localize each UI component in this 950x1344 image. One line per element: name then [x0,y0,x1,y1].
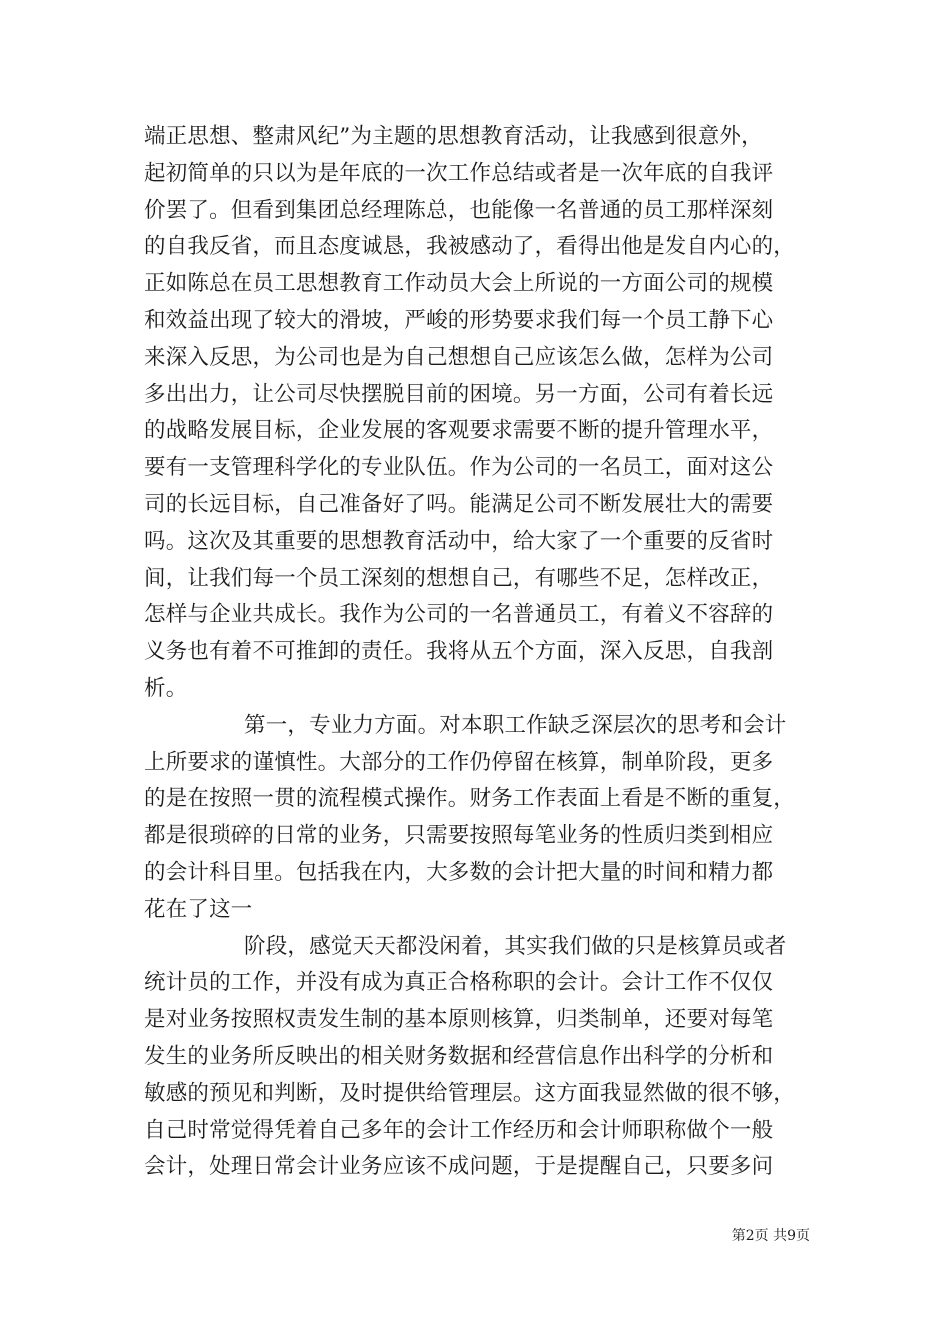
paragraph-start-line: 阶段，感觉天天都没闲着，其实我们做的只是核算员或者 [244,933,787,959]
text-line: 的战略发展目标，企业发展的客观要求需要不断的提升管理水平， [144,418,774,444]
text-line: 会计，处理日常会计业务应该不成问题，于是提醒自己，只要多问 [144,1154,774,1180]
footer-suffix: 页 [796,1228,810,1244]
text-line: 端正思想、整肃风纪”为主题的思想教育活动，让我感到很意外， [144,124,763,149]
text-line: 是对业务按照权责发生制的基本原则核算，归类制单，还要对每笔 [144,1007,774,1033]
text-line: 义务也有着不可推卸的责任。我将从五个方面，深入反思，自我剖 [144,639,774,665]
paragraph-start-line: 第一，专业力方面。对本职工作缺乏深层次的思考和会计 [244,712,787,738]
footer-prefix: 第 [731,1228,746,1244]
text-line: 要有一支管理科学化的专业队伍。作为公司的一名员工，面对这公 [144,455,774,481]
text-line: 吗。这次及其重要的思想教育活动中，给大家了一个重要的反省时 [144,528,774,554]
text-line: 析。 [144,675,188,701]
text-line: 多出出力，让公司尽快摆脱目前的困境。另一方面，公司有着长远 [144,381,774,407]
text-line: 花在了这一 [144,896,253,922]
text-line: 发生的业务所反映出的相关财务数据和经营信息作出科学的分析和 [144,1043,774,1069]
footer-middle: 页 共 [754,1228,788,1244]
text-line: 统计员的工作，并没有成为真正合格称职的会计。会计工作不仅仅 [144,970,774,996]
footer-current-page: 2 [745,1228,755,1244]
text-line: 间，让我们每一个员工深刻的想想自己，有哪些不足，怎样改正， [144,565,774,591]
text-line: 正如陈总在员工思想教育工作动员大会上所说的一方面公司的规模 [144,271,774,297]
text-line: 的会计科目里。包括我在内，大多数的会计把大量的时间和精力都 [144,859,774,885]
text-line: 和效益出现了较大的滑坡，严峻的形势要求我们每一个员工静下心 [144,307,774,333]
footer-total-pages: 9 [787,1228,796,1244]
text-line: 司的长远目标，自己准备好了吗。能满足公司不断发展壮大的需要 [144,491,774,517]
text-line: 敏感的预见和判断，及时提供给管理层。这方面我显然做的很不够， [144,1080,796,1106]
document-body [144,119,814,1186]
text-line: 价罢了。但看到集团总经理陈总，也能像一名普通的员工那样深刻 [144,197,774,223]
page-number-footer [690,1226,810,1246]
text-line: 怎样与企业共成长。我作为公司的一名普通员工，有着义不容辞的 [144,602,774,628]
text-line: 来深入反思，为公司也是为自己想想自己应该怎么做，怎样为公司 [144,344,774,370]
text-line: 上所要求的谨慎性。大部分的工作仍停留在核算，制单阶段，更多 [144,749,774,775]
text-line: 起初简单的只以为是年底的一次工作总结或者是一次年底的自我评 [144,160,774,186]
text-line: 都是很琐碎的日常的业务，只需要按照每笔业务的性质归类到相应 [144,823,774,849]
text-line: 自己时常觉得凭着自己多年的会计工作经历和会计师职称做个一般 [144,1117,774,1143]
text-line: 的是在按照一贯的流程模式操作。财务工作表面上看是不断的重复， [144,786,796,812]
text-line: 的自我反省，而且态度诚恳，我被感动了，看得出他是发自内心的， [144,234,796,260]
